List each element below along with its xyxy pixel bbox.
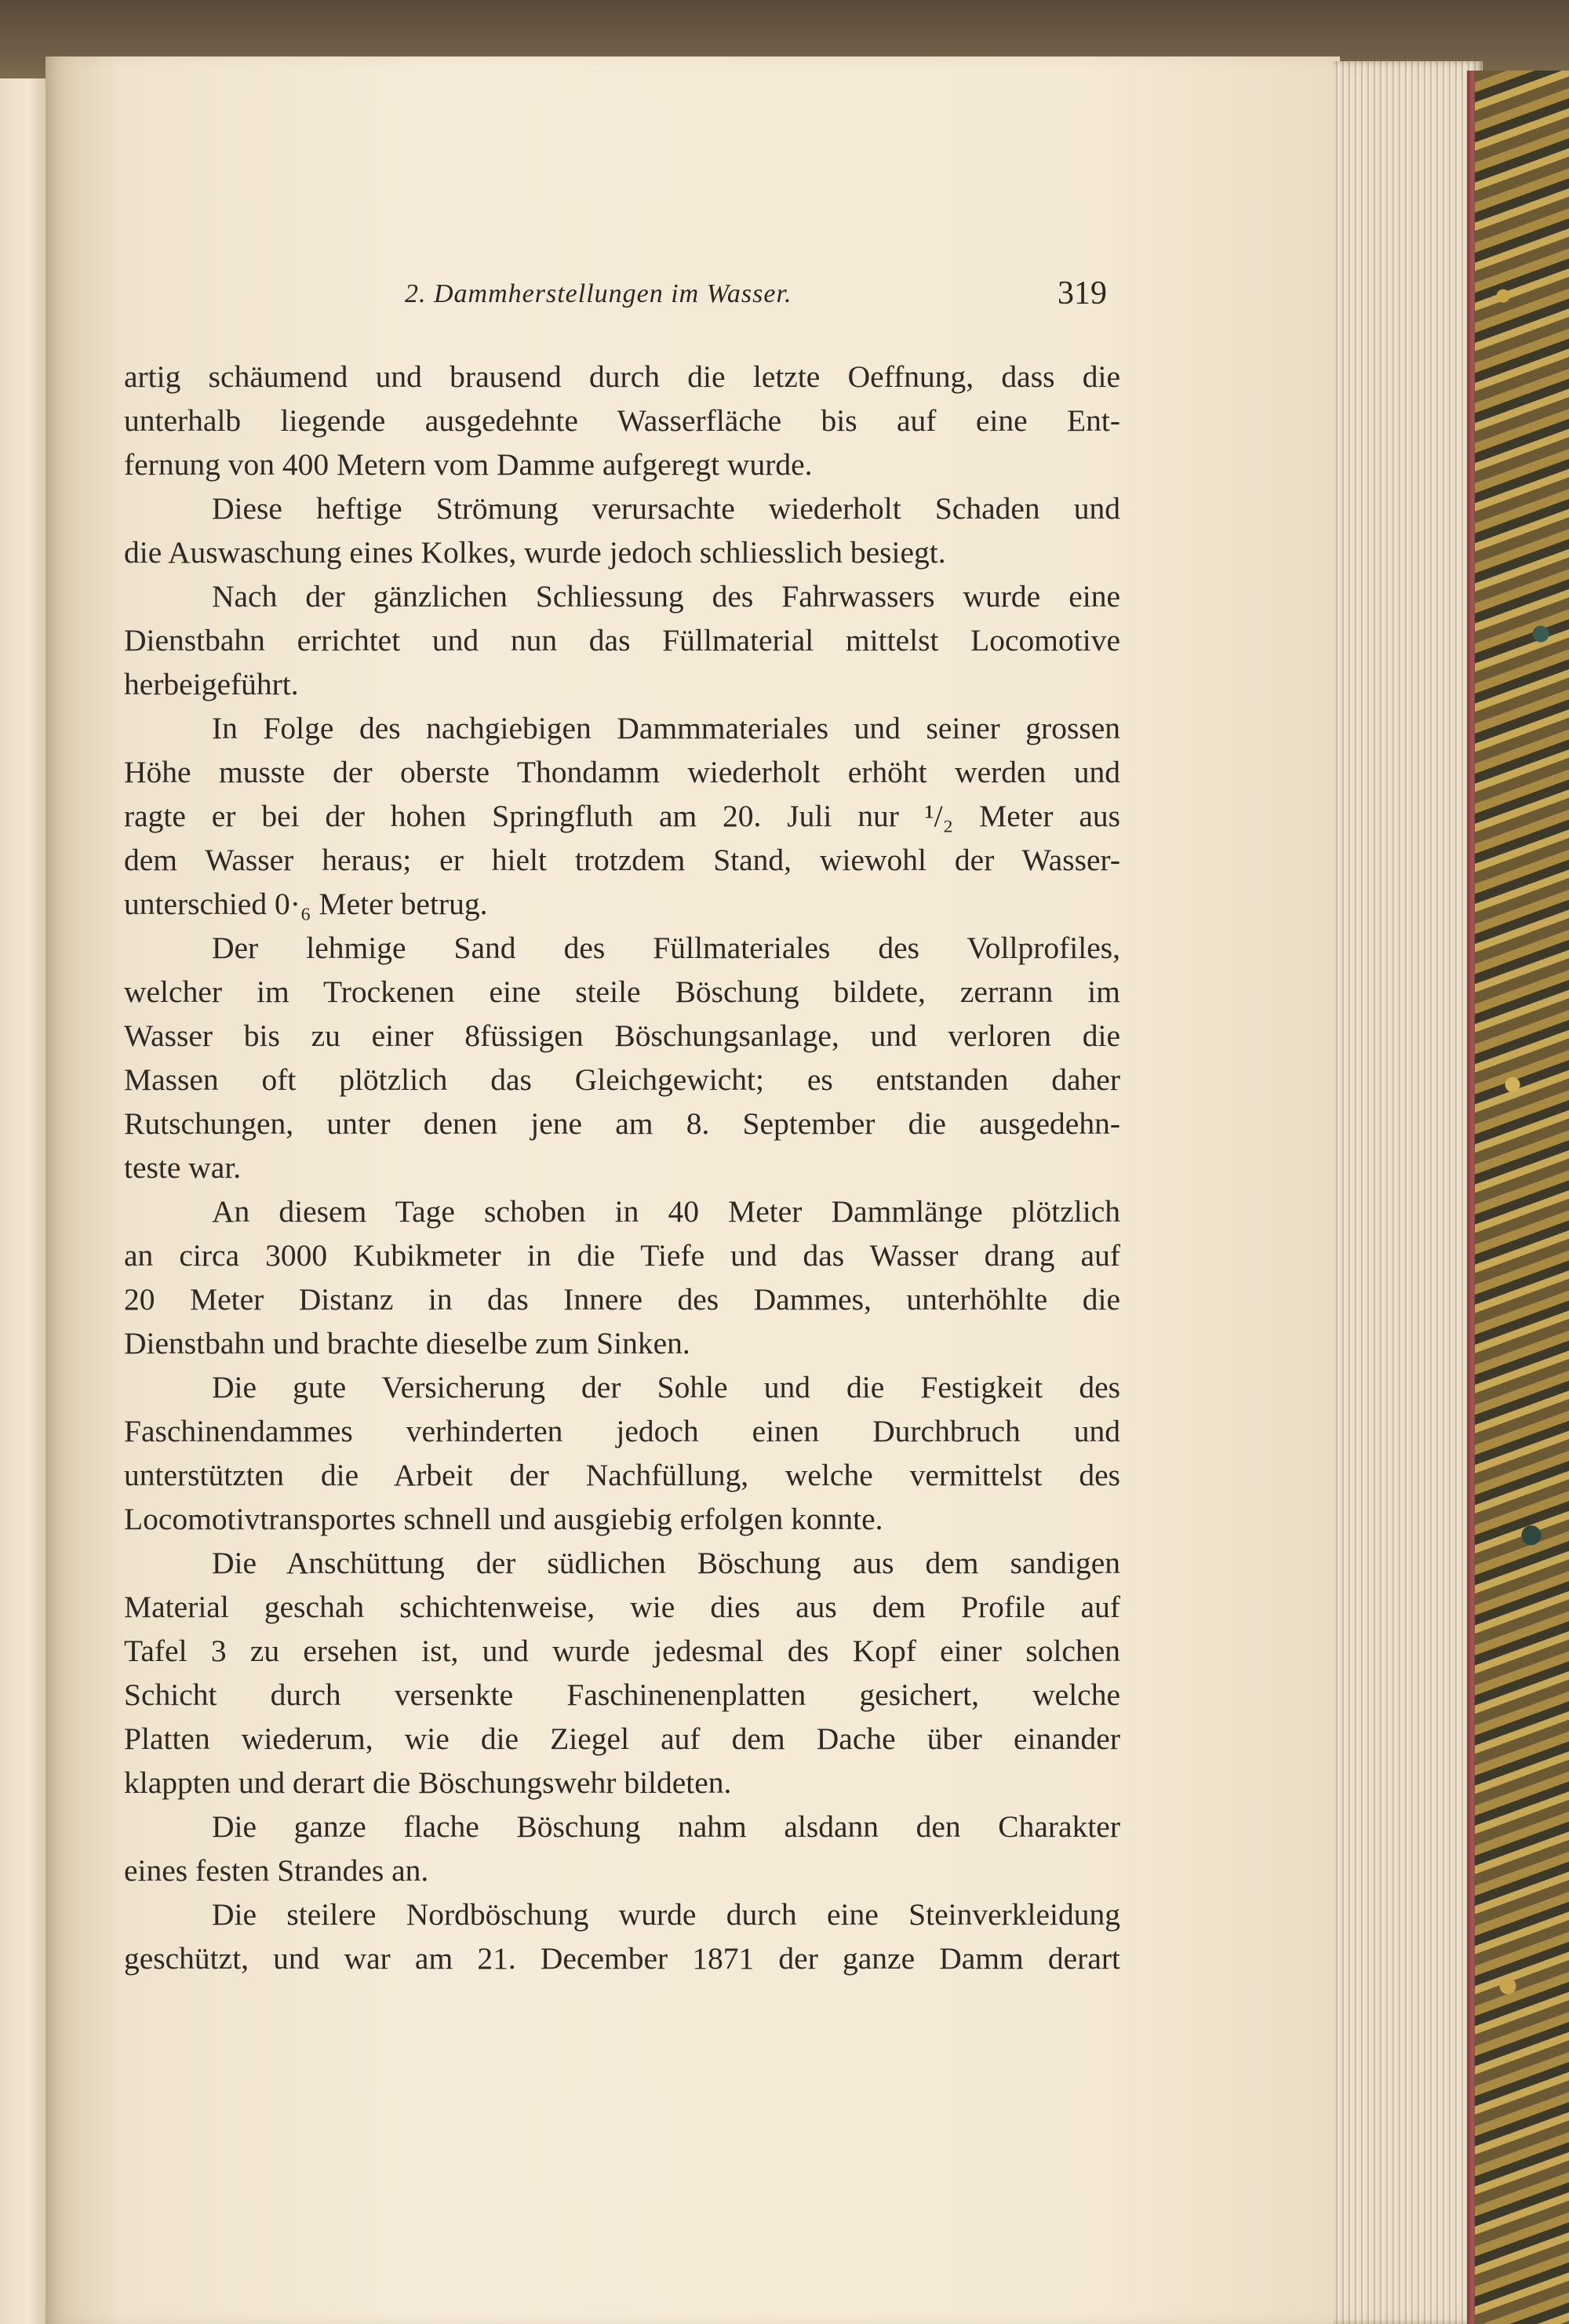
text-line: Schicht durch versenkte Faschinenenplatten gesichert, welche xyxy=(124,1677,1120,1712)
text-line: klappten und derart die Böschungswehr bildeten. xyxy=(124,1765,732,1800)
text-line: Nach der gänzlichen Schliessung des Fahrwassers wurde eine xyxy=(212,579,1120,614)
text-line: Material geschah schichtenweise, wie dies aus dem Profile auf xyxy=(124,1590,1120,1624)
text-line: In Folge des nachgiebigen Dammmateriales und seiner grossen xyxy=(212,711,1120,745)
body-text xyxy=(124,355,1120,1980)
text-line: unterhalb liegende ausgedehnte Wasserfläche bis auf eine Ent- xyxy=(124,403,1120,438)
text-line: an circa 3000 Kubikmeter in die Tiefe und das Wasser drang auf xyxy=(124,1238,1120,1273)
text-line: Locomotivtransportes schnell und ausgiebig erfolgen konnte. xyxy=(124,1502,883,1536)
marbled-back-board xyxy=(1475,71,1569,2324)
text-line: Platten wiederum, wie die Ziegel auf dem Dache über einander xyxy=(124,1721,1120,1756)
text-line: unterschied 0·₆ Meter betrug. xyxy=(124,887,488,921)
text-line: eines festen Strandes an. xyxy=(124,1853,429,1888)
text-line: Die ganze flache Böschung nahm alsdann den Charakter xyxy=(212,1809,1120,1844)
text-line: unterstützten die Arbeit der Nachfüllung, welche vermittelst des xyxy=(124,1458,1120,1492)
text-line: herbeigeführt. xyxy=(124,667,299,701)
text-line: Dienstbahn und brachte dieselbe zum Sinken. xyxy=(124,1326,690,1361)
text-line: Diese heftige Strömung verursachte wiederholt Schaden und xyxy=(212,491,1120,526)
text-line: Dienstbahn errichtet und nun das Füllmaterial mittelst Locomotive xyxy=(124,623,1120,657)
text-line: dem Wasser heraus; er hielt trotzdem Stand, wiewohl der Wasser- xyxy=(124,843,1120,877)
text-line: die Auswaschung eines Kolkes, wurde jedoch schliesslich besiegt. xyxy=(124,535,946,570)
text-line: Wasser bis zu einer 8füssigen Böschungsanlage, und verloren die xyxy=(124,1018,1120,1053)
text-line: Faschinendammes verhinderten jedoch einen Durchbruch und xyxy=(124,1414,1120,1448)
text-line: ragte er bei der hohen Springfluth am 20. Juli nur ¹/₂ Meter aus xyxy=(124,799,1120,833)
text-line: Höhe musste der oberste Thondamm wiederholt erhöht werden und xyxy=(124,755,1120,789)
text-line: teste war. xyxy=(124,1150,242,1185)
text-line: fernung von 400 Metern vom Damme aufgeregt wurde. xyxy=(124,447,813,482)
text-line: Rutschungen, unter denen jene am 8. September die ausgedehn- xyxy=(124,1106,1120,1141)
text-line: Die steilere Nordböschung wurde durch eine Steinverkleidung xyxy=(212,1897,1120,1932)
page-number: 319 xyxy=(1058,275,1107,311)
text-line: welcher im Trockenen eine steile Böschung bildete, zerrann im xyxy=(124,974,1120,1009)
text-line: 20 Meter Distanz in das Innere des Dammes, unterhöhlte die xyxy=(124,1282,1120,1317)
left-page-edge xyxy=(0,78,49,2324)
text-line: artig schäumend und brausend durch die letzte Oeffnung, dass die xyxy=(124,359,1120,394)
text-line: Der lehmige Sand des Füllmateriales des Vollprofiles, xyxy=(212,931,1120,965)
text-line: Die Anschüttung der südlichen Böschung aus dem sandigen xyxy=(212,1546,1120,1580)
text-line: Die gute Versicherung der Sohle und die Festigkeit des xyxy=(212,1370,1120,1404)
text-line: Massen oft plötzlich das Gleichgewicht; es entstanden daher xyxy=(124,1062,1120,1097)
text-line: geschützt, und war am 21. December 1871 der ganze Damm derart xyxy=(124,1941,1120,1976)
text-line: An diesem Tage schoben in 40 Meter Dammlänge plötzlich xyxy=(212,1194,1120,1229)
running-head-title: 2. Dammherstellungen im Wasser. xyxy=(405,279,792,308)
page-fore-edge-stack xyxy=(1334,61,1483,2324)
text-line: Tafel 3 zu ersehen ist, und wurde jedesmal des Kopf einer solchen xyxy=(124,1634,1120,1668)
